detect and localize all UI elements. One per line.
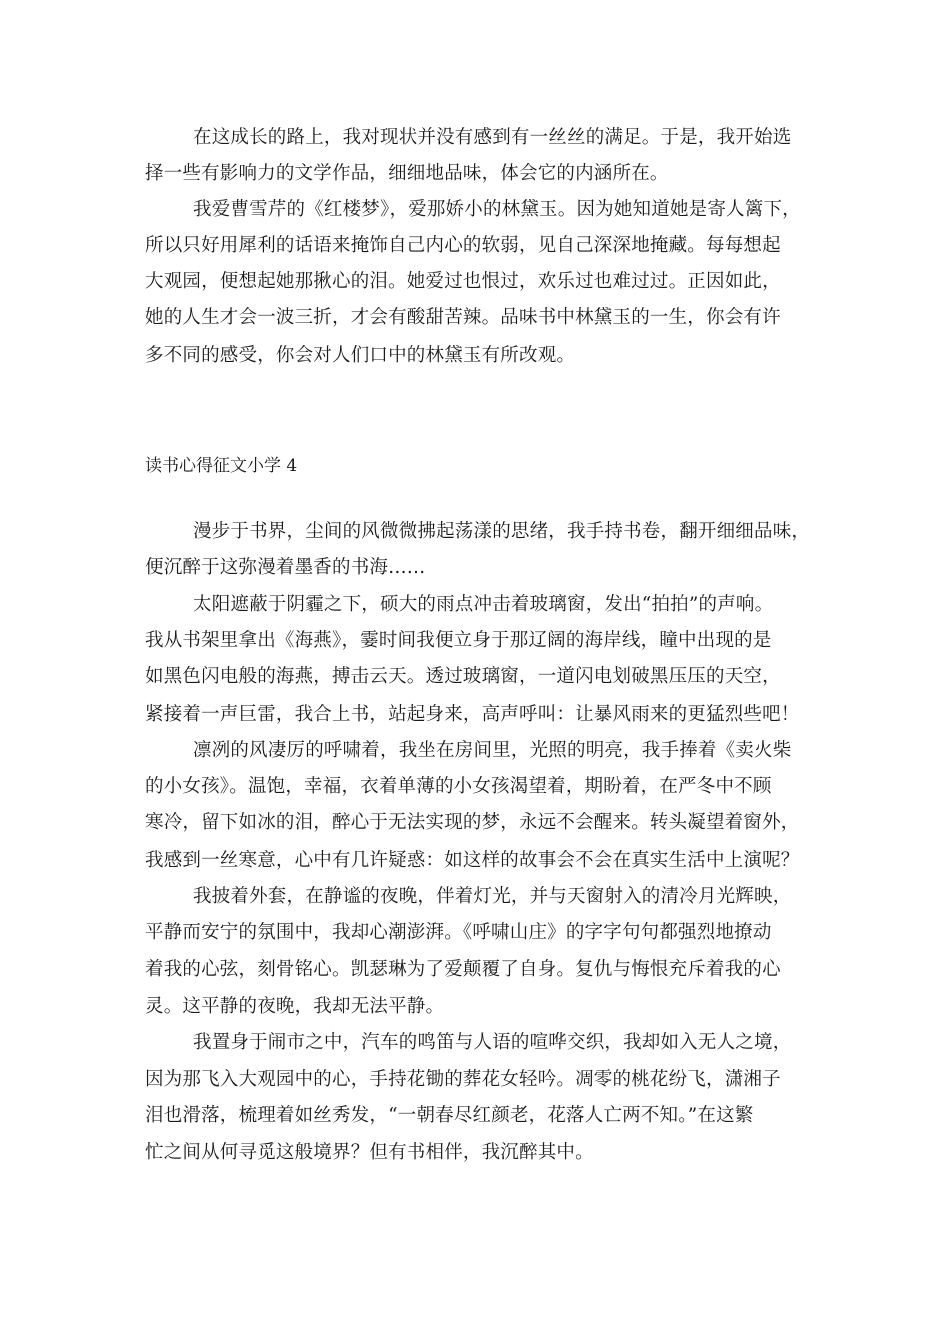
paragraph-line: 我置身于闹市之中，汽车的鸣笛与人语的喧哗交织，我却如入无人之境， <box>193 1032 792 1053</box>
paragraph-line: 所以只好用犀利的话语来掩饰自己内心的软弱，见自己深深地掩藏。每每想起 <box>145 235 781 256</box>
paragraph-line: 在这成长的路上，我对现状并没有感到有一丝丝的满足。于是，我开始选 <box>193 127 792 148</box>
paragraph-line: 寒冷，留下如冰的泪，醉心于无法实现的梦，永远不会醒来。转头凝望着窗外， <box>145 812 800 833</box>
paragraph-line: 大观园，便想起她那揪心的泪。她爱过也恨过，欢乐过也难过过。正因如此， <box>145 271 781 292</box>
paragraph-line: 我感到一丝寒意，心中有几许疑惑：如这样的故事会不会在真实生活中上演呢？ <box>145 850 800 871</box>
section-heading: 读书心得征文小学 4 <box>145 456 298 476</box>
paragraph-line: 我从书架里拿出《海燕》，霎时间我便立身于那辽阔的海岸线，瞳中出现的是 <box>145 630 772 651</box>
paragraph-line: 紧接着一声巨雷，我合上书，站起身来，高声呼叫：让暴风雨来的更猛烈些吧！ <box>145 704 800 725</box>
paragraph-line: 泪也滑落，梳理着如丝秀发，“一朝春尽红颜老，花落人亡两不知。”在这繁 <box>145 1105 754 1126</box>
paragraph-line: 太阳遮蔽于阴霾之下，硕大的雨点冲击着玻璃窗，发出“拍拍”的声响。 <box>193 594 774 615</box>
paragraph-line: 漫步于书界，尘间的风微微拂起荡漾的思绪，我手持书卷，翻开细细品味， <box>193 521 811 542</box>
paragraph-line: 便沉醉于这弥漫着墨香的书海…… <box>145 557 426 578</box>
paragraph-line: 着我的心弦，刻骨铭心。凯瑟琳为了爱颠覆了自身。复仇与悔恨充斥着我的心 <box>145 959 781 980</box>
paragraph-line: 多不同的感受，你会对人们口中的林黛玉有所改观。 <box>145 345 576 366</box>
paragraph-line: 的小女孩》。温饱，幸福，衣着单薄的小女孩渴望着，期盼着，在严冬中不顾 <box>145 776 772 797</box>
paragraph-line: 她的人生才会一波三折，才会有酸甜苦辣。品味书中林黛玉的一生，你会有许 <box>145 307 781 328</box>
paragraph-line: 如黑色闪电般的海燕，搏击云天。透过玻璃窗，一道闪电划破黑压压的天空， <box>145 666 781 687</box>
paragraph-line: 因为那飞入大观园中的心，手持花锄的葬花女轻吟。凋零的桃花纷飞，潇湘子 <box>145 1069 781 1090</box>
paragraph-line: 忙之间从何寻觅这般境界？但有书相伴，我沉醉其中。 <box>145 1142 594 1163</box>
paragraph-line: 我披着外套，在静谧的夜晚，伴着灯光，并与天窗射入的清冷月光辉映， <box>193 886 792 907</box>
paragraph-line: 我爱曹雪芹的《红楼梦》，爱那娇小的林黛玉。因为她知道她是寄人篱下， <box>193 199 801 220</box>
paragraph-line: 平静而安宁的氛围中，我却心潮澎湃。《呼啸山庄》的字字句句都强烈地撩动 <box>145 922 772 943</box>
paragraph-line: 凛冽的风凄厉的呼啸着，我坐在房间里，光照的明亮，我手捧着《卖火柴 <box>193 740 792 761</box>
paragraph-line: 择一些有影响力的文学作品，细细地品味，体会它的内涵所在。 <box>145 163 669 184</box>
paragraph-line: 灵。这平静的夜晚，我却无法平静。 <box>145 996 445 1017</box>
